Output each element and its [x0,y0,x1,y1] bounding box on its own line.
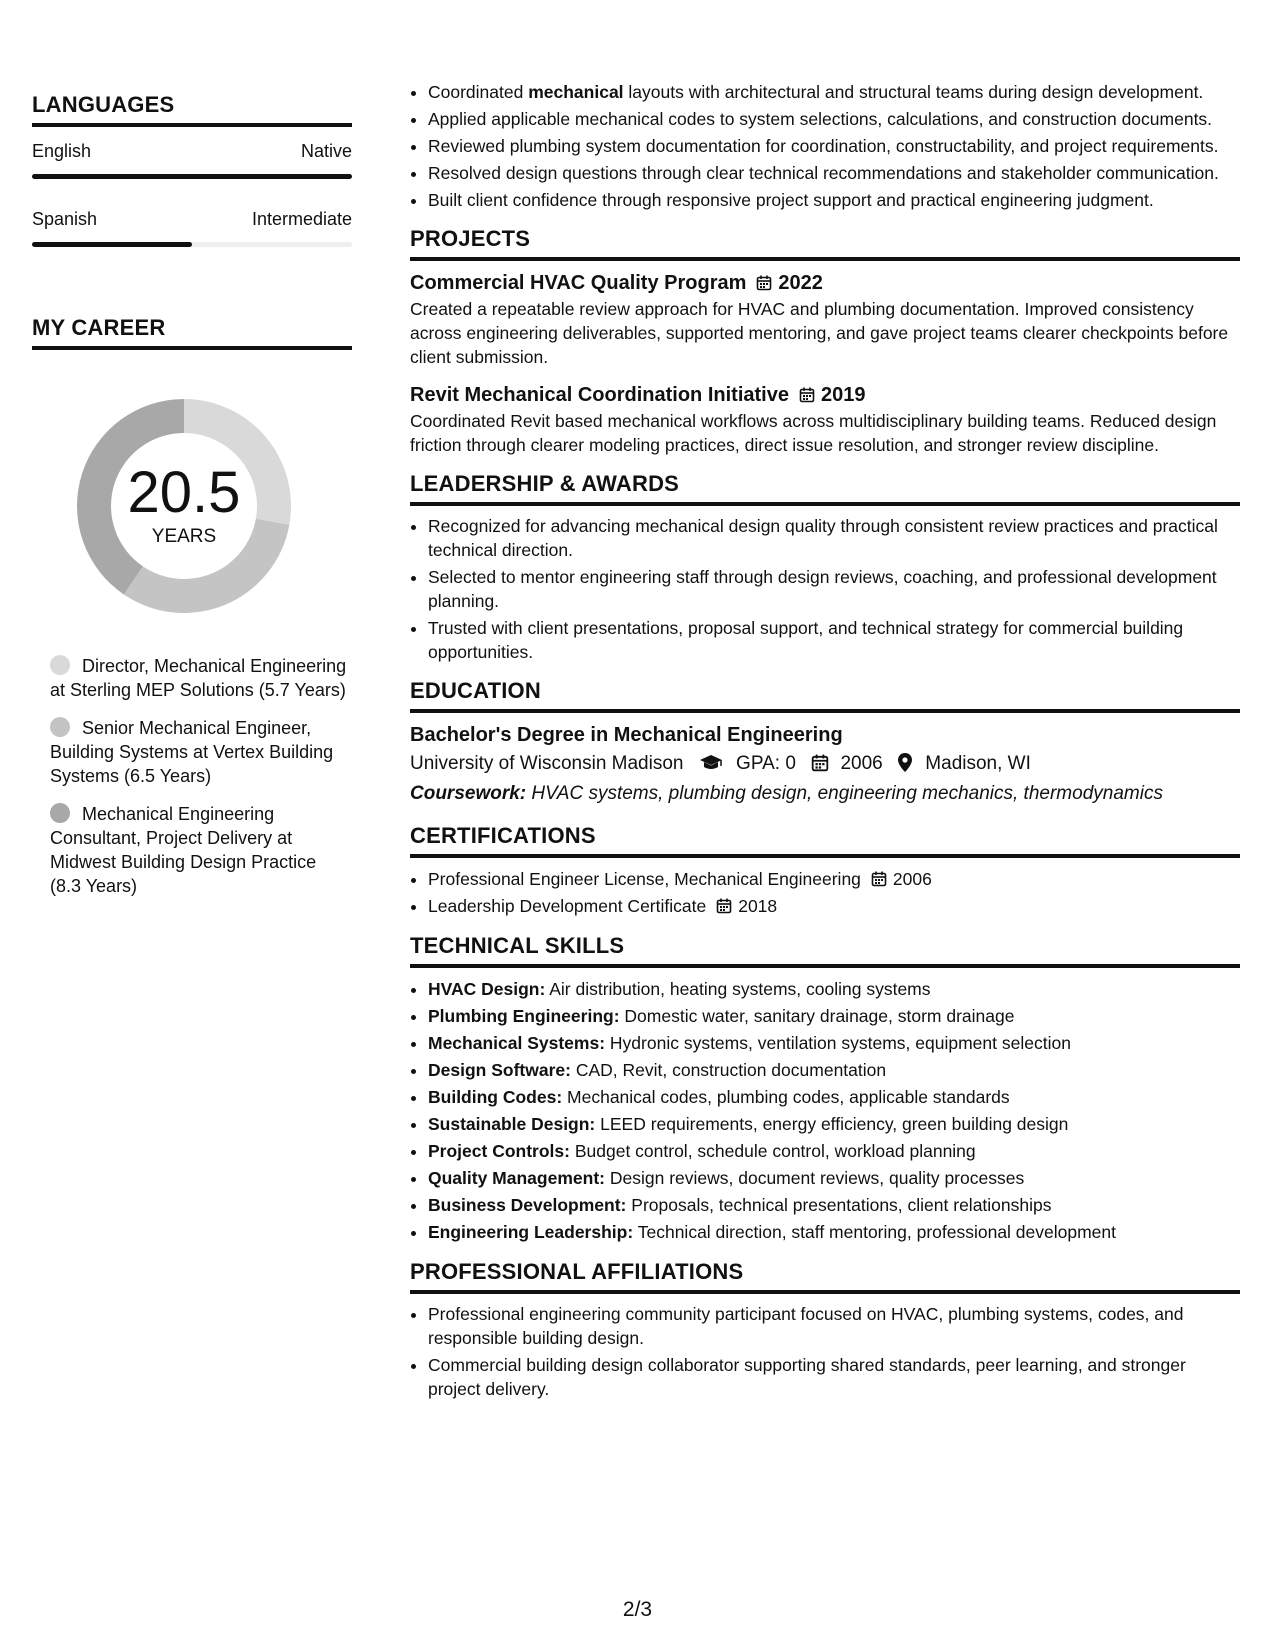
leadership-item: • Trusted with client presentations, proposal support, and technical strategy for commercial building opportunities. [428,616,1240,664]
skill-item: • Design Software: CAD, Revit, construction documentation [428,1057,1240,1083]
language-proficiency-fill [32,242,192,247]
project-title-line [410,381,1240,409]
career-total-unit: YEARS [151,526,217,547]
legend-dot-icon [50,717,70,737]
calendar-icon [756,275,772,291]
career-legend-item [50,716,350,788]
language-name: Spanish [32,209,98,229]
education-heading: EDUCATION [410,678,1240,713]
project-title-line [410,269,1240,297]
project-description: Coordinated Revit based mechanical workflows across multidisciplinary building teams. Reduced design friction through clearer modeling practices, direct issue resolution, and stronger review discipline. [410,411,1217,455]
project-item [410,381,1240,457]
certification-item [428,866,1240,892]
skill-item: • HVAC Design: Air distribution, heating systems, cooling systems [428,976,1240,1002]
affiliations-heading: PROFESSIONAL AFFILIATIONS [410,1259,1240,1294]
affiliation-item: • Commercial building design collaborator supporting shared standards, peer learning, and stronger project delivery. [428,1353,1240,1401]
experience-bullet: • Built client confidence through responsive project support and practical engineering judgment. [428,188,1240,212]
language-level: Intermediate [251,209,352,229]
career-legend-item [50,654,350,702]
skill-item: • Building Codes: Mechanical codes, plumbing codes, applicable standards [428,1084,1240,1110]
leadership-list [410,514,1240,664]
education-location: Madison, WI [925,753,1031,774]
certifications-heading: CERTIFICATIONS [410,823,1240,858]
skill-item: • Business Development: Proposals, technical presentations, client relationships [428,1192,1240,1218]
skill-item: • Quality Management: Design reviews, document reviews, quality processes [428,1165,1240,1191]
education-meta [410,749,1240,779]
coursework-label: Coursework: [410,783,527,804]
career-donut-chart [64,386,304,626]
leadership-item: • Recognized for advancing mechanical design quality through consistent review practices and practical technical direction. [428,514,1240,562]
skill-item: • Sustainable Design: LEED requirements, energy efficiency, green building design [428,1111,1240,1137]
skills-heading: TECHNICAL SKILLS [410,933,1240,968]
certification-year: 2006 [892,869,932,889]
project-name: Commercial HVAC Quality Program [410,272,747,294]
page-number: 2/3 [622,1598,653,1621]
education-degree: Bachelor's Degree in Mechanical Engineering [410,724,843,746]
career-role-text: Mechanical Engineering Consultant, Project Delivery at Midwest Building Design Practice (8.3 Years) [50,804,317,896]
education-school: University of Wisconsin Madison [410,753,684,774]
language-proficiency-fill [32,174,352,179]
skills-list [410,976,1240,1245]
certification-name: Professional Engineer License, Mechanical Engineering [428,869,861,889]
projects-heading: PROJECTS [410,226,1240,261]
skill-item: • Engineering Leadership: Technical direction, staff mentoring, professional development [428,1219,1240,1245]
experience-bullet: • Applied applicable mechanical codes to system selections, calculations, and construction documents. [428,107,1240,131]
career-role-text: Director, Mechanical Engineering at Sterling MEP Solutions (5.7 Years) [50,656,347,700]
project-year: 2019 [820,384,866,406]
career-heading: MY CAREER [32,315,352,350]
right-column [410,80,1240,1404]
affiliations-list [410,1302,1240,1401]
education-coursework [410,779,1240,809]
project-name: Revit Mechanical Coordination Initiative [410,384,789,406]
education-year: 2006 [840,753,883,774]
language-item [32,141,352,179]
location-pin-icon [898,753,912,772]
legend-dot-icon [50,803,70,823]
calendar-icon [799,387,815,403]
left-column [32,92,352,912]
career-role-text: Senior Mechanical Engineer, Building Systems at Vertex Building Systems (6.5 Years) [50,718,334,786]
language-name: English [32,141,92,161]
skill-item: • Plumbing Engineering: Domestic water, sanitary drainage, storm drainage [428,1003,1240,1029]
certification-item [428,893,1240,919]
language-level: Native [300,141,352,161]
certification-year: 2018 [738,896,778,916]
calendar-icon [811,754,829,772]
affiliation-item: • Professional engineering community participant focused on HVAC, plumbing systems, codes, and responsible building design. [428,1302,1240,1350]
languages-heading: LANGUAGES [32,92,352,127]
project-year: 2022 [778,272,823,294]
career-total-years: 20.5 [127,460,241,525]
education-gpa: GPA: 0 [736,753,796,774]
skill-item: • Mechanical Systems: Hydronic systems, ventilation systems, equipment selection [428,1030,1240,1056]
experience-bullet: • Coordinated mechanical layouts with architectural and structural teams during design development. [428,80,1240,104]
legend-dot-icon [50,655,70,675]
career-legend-item [50,802,350,898]
project-item [410,269,1240,369]
language-proficiency-bar [32,242,352,247]
language-proficiency-bar [32,174,352,179]
calendar-icon [871,871,887,887]
skill-item: • Project Controls: Budget control, schedule control, workload planning [428,1138,1240,1164]
language-item [32,209,352,247]
leadership-item: • Selected to mentor engineering staff through design reviews, coaching, and professional development planning. [428,565,1240,613]
experience-bullets [410,80,1240,212]
coursework-text: HVAC systems, plumbing design, engineering mechanics, thermodynamics [531,783,1163,804]
experience-bullet: • Resolved design questions through clear technical recommendations and stakeholder communication. [428,161,1240,185]
calendar-icon [716,898,732,914]
leadership-heading: LEADERSHIP & AWARDS [410,471,1240,506]
graduation-cap-icon [699,754,723,772]
certification-name: Leadership Development Certificate [428,896,707,916]
career-legend [50,654,350,898]
certifications-list [410,866,1240,919]
experience-bullet: • Reviewed plumbing system documentation for coordination, constructability, and project requirements. [428,134,1240,158]
project-description: Created a repeatable review approach for HVAC and plumbing documentation. Improved consistency across engineering deliverables, supported mentoring, and gave project teams clearer checkpoints before client submission. [410,299,1229,367]
